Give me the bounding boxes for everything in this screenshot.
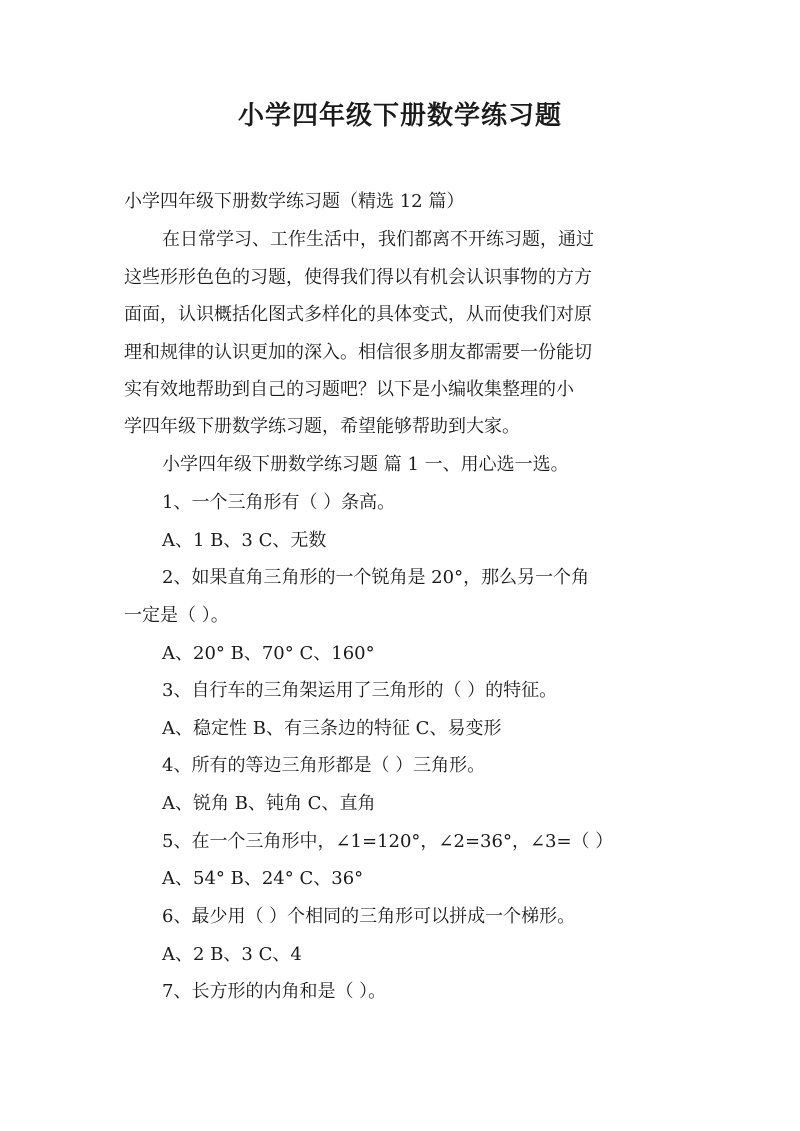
answer-options: A、54° B、24° C、36°: [162, 868, 364, 889]
intro-line: 理和规律的认识更加的深入。相信很多朋友都需要一份能切: [124, 342, 592, 363]
question-line: 6、最少用（ ）个相同的三角形可以拼成一个梯形。: [162, 906, 576, 927]
intro-line: 面面，认识概括化图式多样化的具体变式，从而使我们对原: [124, 304, 592, 325]
answer-options: A、1 B、3 C、无数: [162, 530, 327, 551]
answer-options: A、锐角 B、钝角 C、直角: [162, 793, 376, 814]
question-line: 2、如果直角三角形的一个锐角是 20°，那么另一个角: [162, 567, 590, 588]
question-line: 5、在一个三角形中，∠1=120°，∠2=36°，∠3=（ ）: [162, 831, 614, 852]
answer-options: A、2 B、3 C、4: [162, 944, 302, 965]
intro-line: 实有效地帮助到自己的习题吧？以下是小编收集整理的小: [124, 379, 574, 400]
question-line: 4、所有的等边三角形都是（ ）三角形。: [162, 755, 486, 776]
question-line: 1、一个三角形有（ ）条高。: [162, 492, 396, 513]
question-line: 一定是（ ）。: [124, 605, 229, 626]
question-line: 7、长方形的内角和是（ ）。: [162, 981, 387, 1002]
answer-options: A、稳定性 B、有三条边的特征 C、易变形: [162, 718, 502, 739]
page-title: 小学四年级下册数学练习题: [237, 101, 562, 131]
intro-line: 在日常学习、工作生活中，我们都离不开练习题，通过: [162, 229, 594, 250]
question-line: 3、自行车的三角架运用了三角形的（ ）的特征。: [162, 680, 558, 701]
section-heading: 小学四年级下册数学练习题 篇 1 一、用心选一选。: [162, 454, 569, 475]
answer-options: A、20° B、70° C、160°: [162, 643, 375, 664]
document-subtitle: 小学四年级下册数学练习题（精选 12 篇）: [124, 191, 465, 212]
intro-line: 学四年级下册数学练习题，希望能够帮助到大家。: [124, 416, 520, 437]
intro-line: 这些形形色色的习题，使得我们得以有机会认识事物的方方: [124, 267, 592, 288]
